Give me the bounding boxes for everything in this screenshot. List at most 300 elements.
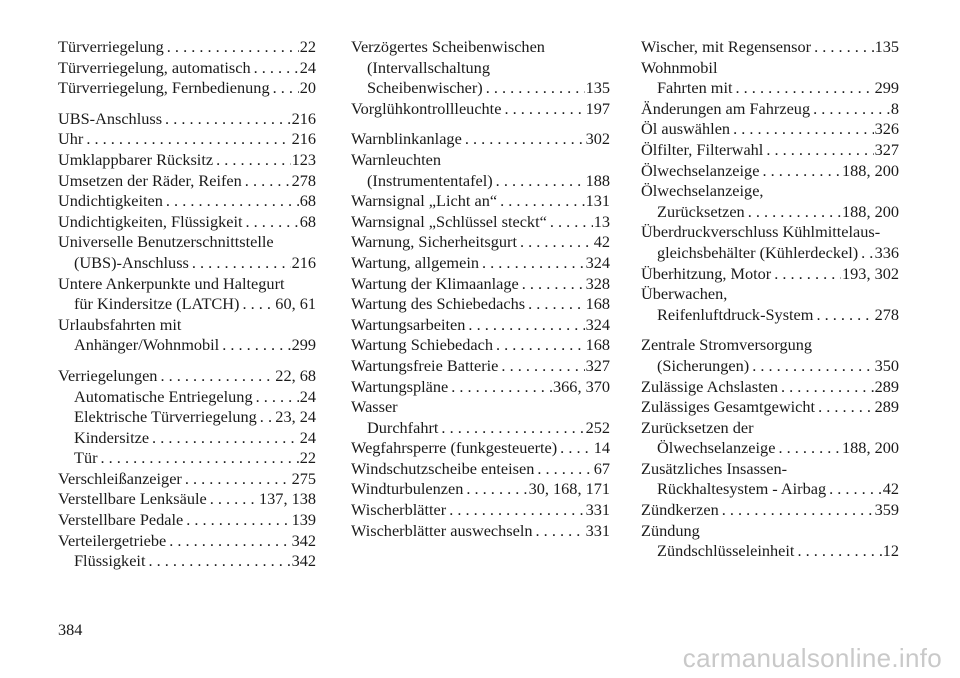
index-entry-page-ref: 252 bbox=[585, 417, 610, 437]
index-entry-term: Fahrten mit bbox=[657, 78, 733, 98]
index-entry-term: Überhitzung, Motor bbox=[641, 263, 772, 283]
index-entry-term: Ölfilter, Filterwahl bbox=[641, 139, 764, 159]
index-entry bbox=[351, 232, 610, 253]
index-entry-page-ref: 188, 200 bbox=[842, 201, 899, 221]
dot-leader bbox=[465, 129, 585, 150]
index-entry-term: Wartung Schiebedach bbox=[351, 335, 493, 355]
index-entry-term: Ölwechselanzeige bbox=[657, 438, 776, 458]
dot-leader bbox=[501, 356, 584, 377]
index-entry-line bbox=[58, 335, 316, 356]
index-entry bbox=[58, 448, 316, 469]
dot-leader bbox=[781, 377, 874, 398]
index-entry bbox=[641, 500, 899, 521]
index-entry bbox=[351, 335, 610, 356]
index-entry-heading: Ölwechselanzeige, bbox=[641, 181, 764, 201]
index-entry-line bbox=[351, 78, 610, 99]
index-entry bbox=[641, 99, 899, 120]
dot-leader bbox=[762, 161, 841, 182]
dot-leader bbox=[86, 129, 290, 150]
index-entry-page-ref: 197 bbox=[585, 98, 610, 118]
dot-leader bbox=[245, 171, 291, 192]
index-entry-line bbox=[351, 129, 610, 150]
index-entry-term: Verstellbare Lenksäule bbox=[58, 489, 207, 509]
index-entry-term: Anhänger/Wohnmobil bbox=[74, 335, 220, 355]
index-entry bbox=[351, 129, 610, 150]
dot-leader bbox=[550, 212, 593, 233]
index-entry-term: Uhr bbox=[58, 129, 84, 149]
index-entry-term: Wischer, mit Regensensor bbox=[641, 37, 812, 56]
watermark: carmanualsonline.info bbox=[682, 643, 942, 673]
index-entry-line bbox=[351, 191, 610, 212]
index-entry-page-ref: 168 bbox=[585, 294, 610, 314]
index-entry-term: Verteilergetriebe bbox=[58, 530, 167, 550]
index-entry-line bbox=[351, 521, 610, 542]
index-entry-term: Umsetzen der Räder, Reifen bbox=[58, 170, 242, 190]
index-entry-heading: Zündung bbox=[641, 520, 700, 540]
index-entry-line bbox=[641, 397, 899, 418]
index-entry-term: Wartungsarbeiten bbox=[351, 314, 466, 334]
index-entry-term: Türverriegelung, automatisch bbox=[58, 57, 251, 77]
index-entry-term: Elektrische Türverriegelung bbox=[74, 407, 257, 427]
index-entry-page-ref: 14 bbox=[593, 438, 610, 458]
index-entry-heading: Überdruckverschluss Kühlmittelaus- bbox=[641, 222, 881, 242]
index-entry-line bbox=[351, 274, 610, 295]
index-entry bbox=[58, 407, 316, 428]
index-entry-page-ref: 20 bbox=[299, 78, 316, 98]
index-entry-line bbox=[58, 150, 316, 171]
dot-leader bbox=[829, 479, 882, 500]
index-entry bbox=[58, 78, 316, 99]
index-entry-page-ref: 24 bbox=[299, 427, 316, 447]
index-entry-page-ref: 289 bbox=[874, 376, 899, 396]
dot-leader bbox=[733, 119, 874, 140]
index-entry-page-ref: 8 bbox=[890, 98, 899, 118]
dot-leader bbox=[254, 58, 299, 79]
dot-leader bbox=[766, 140, 873, 161]
index-entry bbox=[641, 521, 899, 562]
index-entry-heading: Universelle Benutzerschnittstelle bbox=[58, 232, 274, 252]
index-entry-page-ref: 324 bbox=[585, 252, 610, 272]
index-entry-line bbox=[641, 161, 899, 182]
index-entry-page-ref: 135 bbox=[585, 78, 610, 98]
index-entry-term: Verriegelungen bbox=[58, 365, 158, 385]
dot-leader bbox=[148, 551, 290, 572]
index-entry-heading: (Intervallschaltung bbox=[367, 57, 490, 77]
index-entry-line bbox=[641, 78, 899, 99]
index-entry-line bbox=[58, 366, 316, 387]
dot-leader bbox=[797, 541, 881, 562]
dot-leader bbox=[818, 397, 874, 418]
index-entry-page-ref: 12 bbox=[882, 541, 899, 561]
dot-leader bbox=[160, 366, 274, 387]
index-entry-line bbox=[58, 109, 316, 130]
index-entry bbox=[351, 99, 610, 120]
index-entry-page-ref: 30, 168, 171 bbox=[528, 479, 610, 499]
index-entry-heading: Untere Ankerpunkte und Haltegurt bbox=[58, 273, 285, 293]
index-entry-line bbox=[641, 377, 899, 398]
index-entry bbox=[58, 129, 316, 150]
dot-leader bbox=[101, 448, 299, 469]
index-entry-term: Umklappbarer Rücksitz bbox=[58, 149, 214, 169]
index-entry bbox=[351, 253, 610, 274]
index-entry-heading: Zusätzliches Insassen- bbox=[641, 458, 788, 478]
index-entry-term: Warnblinkanlage bbox=[351, 129, 462, 149]
index-entry-term: Durchfahrt bbox=[367, 417, 439, 437]
index-entry-term: Flüssigkeit bbox=[74, 551, 146, 571]
dot-leader bbox=[210, 489, 258, 510]
dot-leader bbox=[185, 469, 291, 490]
index-entry-term: Kindersitze bbox=[74, 427, 150, 447]
dot-leader bbox=[222, 335, 290, 356]
dot-leader bbox=[246, 212, 299, 233]
dot-leader bbox=[441, 418, 584, 439]
index-entry-line bbox=[58, 212, 316, 233]
index-entry bbox=[58, 387, 316, 408]
index-entry bbox=[641, 161, 899, 182]
index-entry-page-ref: 22 bbox=[299, 37, 316, 56]
index-entry-page-ref: 193, 302 bbox=[842, 263, 899, 283]
index-entry bbox=[58, 37, 316, 58]
page-number: 384 bbox=[58, 620, 83, 639]
index-entry-page-ref: 24 bbox=[299, 386, 316, 406]
dot-leader bbox=[722, 500, 874, 521]
index-entry-heading: Wasser bbox=[351, 397, 398, 417]
index-entry-line bbox=[58, 58, 316, 79]
dot-leader bbox=[482, 253, 585, 274]
dot-leader bbox=[451, 377, 552, 398]
dot-leader bbox=[774, 264, 841, 285]
index-entry-line bbox=[641, 479, 899, 500]
index-entry-line bbox=[641, 119, 899, 140]
index-entry-line bbox=[58, 510, 316, 531]
index-entry bbox=[641, 58, 899, 99]
index-entry-term: Türverriegelung, Fernbedienung bbox=[58, 78, 270, 98]
dot-leader bbox=[504, 99, 584, 120]
index-entry-term: Wischerblätter bbox=[351, 500, 447, 520]
index-entry-line bbox=[58, 294, 316, 315]
index-entry-line bbox=[58, 387, 316, 408]
index-entry-line bbox=[351, 99, 610, 120]
index-entry-term: Wartungsfreie Batterie bbox=[351, 355, 499, 375]
index-entry bbox=[641, 377, 899, 398]
index-entry-page-ref: 275 bbox=[291, 468, 316, 488]
index-column-3 bbox=[641, 37, 899, 562]
index-entry-term: Undichtigkeiten bbox=[58, 191, 163, 211]
index-entry-page-ref: 123 bbox=[291, 149, 316, 169]
index-entry bbox=[641, 181, 899, 222]
index-entry-term: Zündkerzen bbox=[641, 500, 719, 520]
index-entry bbox=[641, 335, 899, 376]
index-entry-page-ref: 278 bbox=[291, 170, 316, 190]
index-entry-page-ref: 67 bbox=[593, 458, 610, 478]
index-entry-line bbox=[351, 356, 610, 377]
index-entry-page-ref: 299 bbox=[874, 78, 899, 98]
index-entry bbox=[58, 428, 316, 449]
index-column-2 bbox=[351, 37, 610, 541]
dot-leader bbox=[814, 37, 874, 58]
index-entry-line bbox=[641, 99, 899, 120]
index-entry bbox=[351, 459, 610, 480]
index-entry-term: Ölwechselanzeige bbox=[641, 160, 760, 180]
index-entry bbox=[351, 37, 610, 99]
index-entry-page-ref: 327 bbox=[874, 139, 899, 159]
dot-leader bbox=[186, 510, 290, 531]
index-entry-page-ref: 68 bbox=[299, 191, 316, 211]
index-entry-heading: Wohnmobil bbox=[641, 57, 718, 77]
dot-leader bbox=[468, 315, 584, 336]
index-entry-page-ref: 42 bbox=[882, 479, 899, 499]
index-entry-term: UBS-Anschluss bbox=[58, 108, 163, 128]
index-entry-term: Türverriegelung bbox=[58, 37, 164, 56]
index-entry bbox=[58, 191, 316, 212]
index-entry bbox=[58, 212, 316, 233]
index-entry-line bbox=[641, 438, 899, 459]
index-entry bbox=[641, 418, 899, 459]
index-entry bbox=[58, 315, 316, 356]
index-entry-term: Zulässige Achslasten bbox=[641, 376, 779, 396]
index-entry-line bbox=[641, 541, 899, 562]
index-entry-heading: Überwachen, bbox=[641, 284, 728, 304]
index-entry-term: Undichtigkeiten, Flüssigkeit bbox=[58, 211, 243, 231]
index-entry bbox=[58, 469, 316, 490]
index-entry-line bbox=[58, 428, 316, 449]
index-entry-line bbox=[641, 356, 899, 377]
index-entry-line bbox=[641, 243, 899, 264]
dot-leader bbox=[192, 253, 291, 274]
index-entry-term: Tür bbox=[74, 448, 98, 468]
index-entry-page-ref: 216 bbox=[291, 129, 316, 149]
index-entry bbox=[351, 212, 610, 233]
index-entry bbox=[58, 510, 316, 531]
index-entry bbox=[351, 356, 610, 377]
index-entry-term: Wartung des Schiebedachs bbox=[351, 294, 526, 314]
index-entry bbox=[351, 294, 610, 315]
index-entry bbox=[351, 377, 610, 398]
index-entry-page-ref: 331 bbox=[585, 500, 610, 520]
index-entry-term: Wartung der Klimaanlage bbox=[351, 273, 519, 293]
index-entry-page-ref: 216 bbox=[291, 252, 316, 272]
dot-leader bbox=[496, 335, 585, 356]
index-entry-page-ref: 168 bbox=[585, 335, 610, 355]
index-entry-page-ref: 336 bbox=[874, 242, 899, 262]
index-entry bbox=[58, 171, 316, 192]
index-entry-page-ref: 366, 370 bbox=[553, 376, 610, 396]
index-entry bbox=[58, 58, 316, 79]
dot-leader bbox=[167, 37, 299, 58]
dot-leader bbox=[816, 305, 873, 326]
index-entry bbox=[351, 500, 610, 521]
index-entry-page-ref: 328 bbox=[585, 273, 610, 293]
dot-leader bbox=[466, 479, 527, 500]
index-entry-line bbox=[351, 171, 610, 192]
index-entry-term: Vorglühkontrollleuchte bbox=[351, 98, 502, 118]
index-entry-line bbox=[641, 500, 899, 521]
index-entry-term: Scheibenwischer) bbox=[367, 78, 483, 98]
index-entry-page-ref: 302 bbox=[585, 129, 610, 149]
index-entry-term: (Instrumententafel) bbox=[367, 170, 493, 190]
index-entry-page-ref: 24 bbox=[299, 57, 316, 77]
index-entry-page-ref: 359 bbox=[874, 500, 899, 520]
index-entry bbox=[351, 150, 610, 191]
index-entry-term: Warnung, Sicherheitsgurt bbox=[351, 232, 517, 252]
dot-leader bbox=[152, 428, 299, 449]
dot-leader bbox=[449, 500, 584, 521]
dot-leader bbox=[861, 243, 873, 264]
index-entry-page-ref: 188, 200 bbox=[842, 160, 899, 180]
index-entry-line bbox=[351, 479, 610, 500]
index-entry-term: Rückhaltesystem - Airbag bbox=[657, 479, 827, 499]
index-entry-line bbox=[351, 438, 610, 459]
index-entry bbox=[641, 264, 899, 285]
index-entry-term: (Sicherungen) bbox=[657, 355, 750, 375]
dot-leader bbox=[216, 150, 291, 171]
index-entry-line bbox=[58, 448, 316, 469]
index-entry-line bbox=[58, 78, 316, 99]
index-entry bbox=[58, 109, 316, 130]
index-entry-line bbox=[58, 531, 316, 552]
index-entry-term: Verschleißanzeiger bbox=[58, 468, 182, 488]
index-entry bbox=[58, 489, 316, 510]
index-entry-term: (UBS)-Anschluss bbox=[74, 252, 189, 272]
dot-leader bbox=[736, 78, 874, 99]
index-entry-page-ref: 135 bbox=[874, 37, 899, 56]
index-entry-page-ref: 42 bbox=[593, 232, 610, 252]
index-entry bbox=[58, 150, 316, 171]
dot-leader bbox=[165, 109, 291, 130]
dot-leader bbox=[528, 294, 584, 315]
index-entry bbox=[351, 191, 610, 212]
dot-leader bbox=[166, 191, 299, 212]
index-entry bbox=[641, 459, 899, 500]
index-entry-term: Warnsignal „Schlüssel steckt“ bbox=[351, 211, 547, 231]
index-entry-heading: Verzögertes Scheibenwischen bbox=[351, 37, 545, 56]
index-entry-term: Öl auswählen bbox=[641, 119, 731, 139]
dot-leader bbox=[500, 191, 585, 212]
dot-leader bbox=[752, 356, 873, 377]
index-entry-line bbox=[58, 171, 316, 192]
index-entry-page-ref: 278 bbox=[874, 304, 899, 324]
index-entry-page-ref: 350 bbox=[874, 355, 899, 375]
index-column-1 bbox=[58, 37, 316, 572]
dot-leader bbox=[522, 274, 585, 295]
index-entry-line bbox=[351, 459, 610, 480]
index-entry bbox=[641, 140, 899, 161]
dot-leader bbox=[560, 438, 593, 459]
index-entry-line bbox=[351, 500, 610, 521]
index-entry-line bbox=[58, 489, 316, 510]
dot-leader bbox=[260, 407, 275, 428]
index-entry-line bbox=[58, 469, 316, 490]
index-entry bbox=[641, 37, 899, 58]
index-entry-page-ref: 289 bbox=[874, 397, 899, 417]
index-entry bbox=[58, 531, 316, 552]
index-entry-page-ref: 299 bbox=[291, 335, 316, 355]
index-entry bbox=[351, 274, 610, 295]
index-entry-page-ref: 331 bbox=[585, 520, 610, 540]
index-entry bbox=[351, 479, 610, 500]
dot-leader bbox=[813, 99, 890, 120]
index-entry-term: Reifenluftdruck-System bbox=[657, 304, 814, 324]
index-entry-page-ref: 131 bbox=[585, 191, 610, 211]
index-entry-page-ref: 22 bbox=[299, 448, 316, 468]
index-entry-line bbox=[351, 418, 610, 439]
index-entry-term: Zurücksetzen bbox=[657, 201, 745, 221]
index-entry-heading: Urlaubsfahrten mit bbox=[58, 314, 182, 334]
index-entry-page-ref: 216 bbox=[291, 108, 316, 128]
index-entry-term: Wartung, allgemein bbox=[351, 252, 479, 272]
index-entry-line bbox=[351, 253, 610, 274]
dot-leader bbox=[536, 521, 585, 542]
index-entry bbox=[351, 315, 610, 336]
index-entry-heading: Zurücksetzen der bbox=[641, 417, 754, 437]
dot-leader bbox=[169, 531, 290, 552]
index-entry-term: für Kindersitze (LATCH) bbox=[74, 294, 240, 314]
index-entry bbox=[58, 274, 316, 315]
index-entry-line bbox=[641, 305, 899, 326]
index-entry-page-ref: 60, 61 bbox=[275, 294, 316, 314]
dot-leader bbox=[486, 78, 585, 99]
index-entry-term: Verstellbare Pedale bbox=[58, 510, 184, 530]
index-entry-page-ref: 137, 138 bbox=[259, 489, 316, 509]
index-entry-line bbox=[351, 377, 610, 398]
index-entry bbox=[58, 232, 316, 273]
index-entry-term: Zündschlüsseleinheit bbox=[657, 541, 795, 561]
index-entry-page-ref: 188, 200 bbox=[842, 438, 899, 458]
index-entry-term: Zulässiges Gesamtgewicht bbox=[641, 397, 816, 417]
index-entry bbox=[351, 438, 610, 459]
index-entry-term: Wegfahrsperre (funkgesteuerte) bbox=[351, 438, 558, 458]
index-entry-page-ref: 342 bbox=[291, 530, 316, 550]
index-entry-line bbox=[641, 264, 899, 285]
index-entry-line bbox=[58, 551, 316, 572]
dot-leader bbox=[748, 202, 841, 223]
index-entry-line bbox=[58, 129, 316, 150]
index-entry-page-ref: 327 bbox=[585, 355, 610, 375]
index-entry bbox=[641, 284, 899, 325]
index-entry-term: Automatische Entriegelung bbox=[74, 386, 253, 406]
index-entry-term: Warnsignal „Licht an“ bbox=[351, 191, 498, 211]
dot-leader bbox=[242, 294, 274, 315]
index-entry-term: gleichsbehälter (Kühlerdeckel) bbox=[657, 242, 859, 262]
index-entry bbox=[641, 397, 899, 418]
index-entry bbox=[641, 119, 899, 140]
index-entry-line bbox=[641, 202, 899, 223]
index-entry-term: Windschutzscheibe enteisen bbox=[351, 458, 535, 478]
index-entry-page-ref: 326 bbox=[874, 119, 899, 139]
dot-leader bbox=[520, 232, 593, 253]
dot-leader bbox=[273, 78, 299, 99]
index-entry-term: Änderungen am Fahrzeug bbox=[641, 98, 811, 118]
index-entry-page-ref: 22, 68 bbox=[275, 365, 316, 385]
index-entry-line bbox=[351, 335, 610, 356]
index-entry-term: Wartungspläne bbox=[351, 376, 449, 396]
index-entry-line bbox=[351, 232, 610, 253]
index-entry-term: Wischerblätter auswechseln bbox=[351, 520, 533, 540]
index-entry-heading: Zentrale Stromversorgung bbox=[641, 335, 813, 355]
index-entry-line bbox=[641, 37, 899, 58]
index-entry bbox=[58, 366, 316, 387]
index-entry-page-ref: 188 bbox=[585, 170, 610, 190]
dot-leader bbox=[537, 459, 592, 480]
index-entry-line bbox=[58, 253, 316, 274]
index-entry-page-ref: 342 bbox=[291, 551, 316, 571]
index-entry-page-ref: 324 bbox=[585, 314, 610, 334]
index-entry-line bbox=[351, 212, 610, 233]
index-entry-page-ref: 139 bbox=[291, 510, 316, 530]
index-entry-line bbox=[351, 294, 610, 315]
index-entry-line bbox=[58, 407, 316, 428]
dot-leader bbox=[778, 438, 841, 459]
